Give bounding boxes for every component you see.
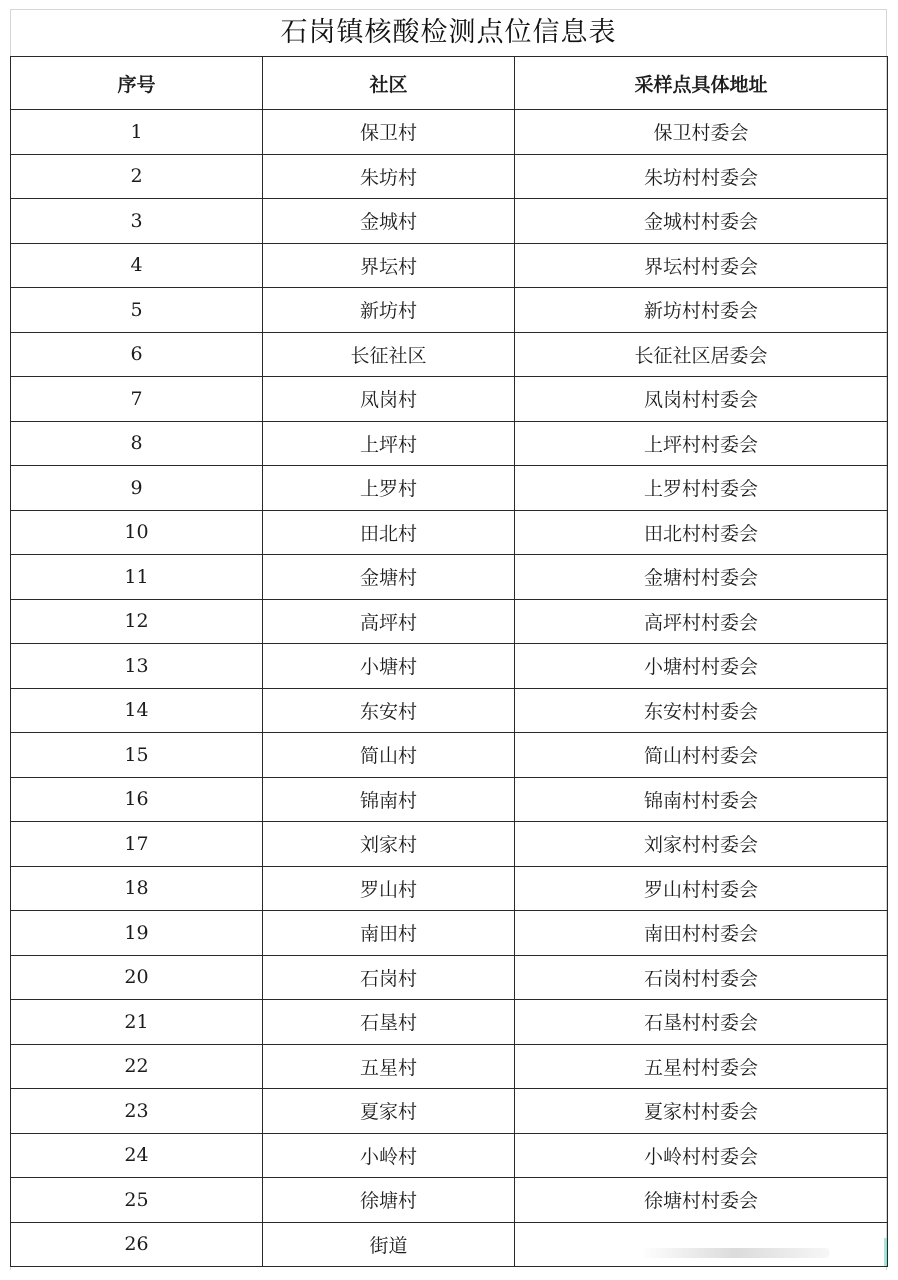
number-cell: 2: [11, 154, 263, 199]
address-cell: 金城村村委会: [515, 199, 888, 244]
number-cell: 13: [11, 644, 263, 689]
address-cell: [515, 1222, 888, 1267]
community-cell: 小塘村: [263, 644, 515, 689]
address-cell: 界坛村村委会: [515, 243, 888, 288]
number-cell: 11: [11, 555, 263, 600]
number-cell: 20: [11, 955, 263, 1000]
number-cell: 5: [11, 288, 263, 333]
table-row: [11, 822, 888, 867]
table-row: [11, 777, 888, 822]
community-cell: 上坪村: [263, 421, 515, 466]
table-row: [11, 243, 888, 288]
address-cell: 上坪村村委会: [515, 421, 888, 466]
community-cell: 金塘村: [263, 555, 515, 600]
table-row: [11, 377, 888, 422]
community-cell: 罗山村: [263, 866, 515, 911]
community-cell: 保卫村: [263, 110, 515, 155]
address-cell: 罗山村村委会: [515, 866, 888, 911]
address-cell: 金塘村村委会: [515, 555, 888, 600]
number-cell: 4: [11, 243, 263, 288]
address-cell: 石岗村村委会: [515, 955, 888, 1000]
number-cell: 9: [11, 466, 263, 511]
community-cell: 上罗村: [263, 466, 515, 511]
table-row: [11, 1222, 888, 1267]
number-cell: 17: [11, 822, 263, 867]
header-number: 序号: [11, 57, 263, 110]
table-title: 石岗镇核酸检测点位信息表: [280, 17, 617, 48]
community-cell: 田北村: [263, 510, 515, 555]
community-cell: 新坊村: [263, 288, 515, 333]
community-cell: 简山村: [263, 733, 515, 778]
community-cell: 金城村: [263, 199, 515, 244]
community-cell: 东安村: [263, 688, 515, 733]
number-cell: 6: [11, 332, 263, 377]
number-cell: 25: [11, 1178, 263, 1223]
table-row: [11, 1133, 888, 1178]
community-cell: 徐塘村: [263, 1178, 515, 1223]
community-cell: 凤岗村: [263, 377, 515, 422]
table-row: [11, 555, 888, 600]
address-cell: 田北村村委会: [515, 510, 888, 555]
table-row: [11, 955, 888, 1000]
number-cell: 16: [11, 777, 263, 822]
number-cell: 26: [11, 1222, 263, 1267]
table-row: [11, 688, 888, 733]
header-address: 采样点具体地址: [515, 57, 888, 110]
community-cell: 高坪村: [263, 599, 515, 644]
community-cell: 锦南村: [263, 777, 515, 822]
table-row: [11, 466, 888, 511]
table-row: [11, 288, 888, 333]
table-row: [11, 1044, 888, 1089]
address-cell: 新坊村村委会: [515, 288, 888, 333]
address-cell: 东安村村委会: [515, 688, 888, 733]
address-cell: 小塘村村委会: [515, 644, 888, 689]
community-cell: 南田村: [263, 911, 515, 956]
community-cell: 夏家村: [263, 1089, 515, 1134]
address-cell: 五星村村委会: [515, 1044, 888, 1089]
address-cell: 凤岗村村委会: [515, 377, 888, 422]
number-cell: 21: [11, 1000, 263, 1045]
address-cell: 高坪村村委会: [515, 599, 888, 644]
number-cell: 23: [11, 1089, 263, 1134]
header-row: [11, 57, 888, 110]
community-cell: 朱坊村: [263, 154, 515, 199]
community-cell: 长征社区: [263, 332, 515, 377]
table-row: [11, 1089, 888, 1134]
table-row: [11, 911, 888, 956]
address-cell: 保卫村委会: [515, 110, 888, 155]
community-cell: 五星村: [263, 1044, 515, 1089]
number-cell: 10: [11, 510, 263, 555]
number-cell: 14: [11, 688, 263, 733]
address-cell: 刘家村村委会: [515, 822, 888, 867]
number-cell: 1: [11, 110, 263, 155]
address-cell: 夏家村村委会: [515, 1089, 888, 1134]
address-cell: 石垦村村委会: [515, 1000, 888, 1045]
document-sheet: [10, 9, 887, 1270]
table-row: [11, 110, 888, 155]
testing-sites-table: [10, 56, 888, 1267]
address-cell: 长征社区居委会: [515, 332, 888, 377]
address-cell: 简山村村委会: [515, 733, 888, 778]
number-cell: 22: [11, 1044, 263, 1089]
table-row: [11, 510, 888, 555]
table-row: [11, 599, 888, 644]
address-cell: 锦南村村委会: [515, 777, 888, 822]
blurred-area: [640, 1248, 830, 1258]
community-cell: 石岗村: [263, 955, 515, 1000]
table-row: [11, 332, 888, 377]
table-row: [11, 733, 888, 778]
header-community: 社区: [263, 57, 515, 110]
number-cell: 24: [11, 1133, 263, 1178]
community-cell: 刘家村: [263, 822, 515, 867]
address-cell: 徐塘村村委会: [515, 1178, 888, 1223]
community-cell: 街道: [263, 1222, 515, 1267]
address-cell: 南田村村委会: [515, 911, 888, 956]
number-cell: 15: [11, 733, 263, 778]
community-cell: 界坛村: [263, 243, 515, 288]
number-cell: 12: [11, 599, 263, 644]
address-cell: 朱坊村村委会: [515, 154, 888, 199]
community-cell: 小岭村: [263, 1133, 515, 1178]
community-cell: 石垦村: [263, 1000, 515, 1045]
address-cell: 小岭村村委会: [515, 1133, 888, 1178]
number-cell: 7: [11, 377, 263, 422]
table-row: [11, 199, 888, 244]
number-cell: 3: [11, 199, 263, 244]
number-cell: 8: [11, 421, 263, 466]
table-row: [11, 866, 888, 911]
table-row: [11, 154, 888, 199]
table-row: [11, 421, 888, 466]
table-row: [11, 1000, 888, 1045]
address-cell: 上罗村村委会: [515, 466, 888, 511]
number-cell: 19: [11, 911, 263, 956]
table-row: [11, 644, 888, 689]
edge-artifact: [884, 1238, 887, 1266]
number-cell: 18: [11, 866, 263, 911]
table-row: [11, 1178, 888, 1223]
